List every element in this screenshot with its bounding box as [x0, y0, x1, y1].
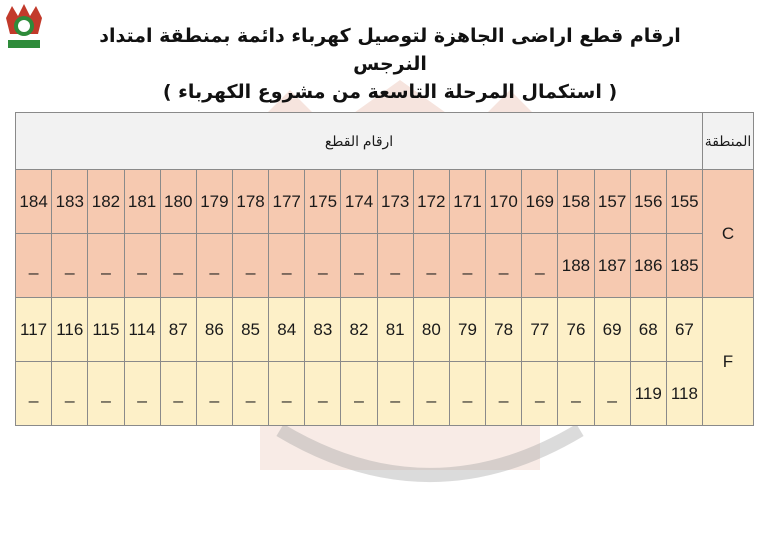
plot-cell: 87 [160, 298, 196, 362]
plot-cell: _ [52, 362, 88, 426]
plots-table [15, 112, 754, 426]
plot-cell: 174 [341, 170, 377, 234]
plot-cell: _ [160, 234, 196, 298]
page-title [60, 22, 720, 106]
table-row [16, 170, 754, 234]
table-row [16, 298, 754, 362]
title-line-1: ارقام قطع اراضى الجاهزة لتوصيل كهرباء دائمة بمنطقة امتداد النرجس [99, 25, 681, 75]
plot-cell: 187 [594, 234, 630, 298]
title-line-2: ( استكمال المرحلة التاسعة من مشروع الكهرباء ) [162, 81, 618, 103]
plot-cell: _ [413, 234, 449, 298]
plot-cell: 156 [630, 170, 666, 234]
zone-f-label: F [703, 298, 754, 426]
plot-cell: 85 [232, 298, 268, 362]
table-header-row [16, 113, 754, 170]
plot-cell: _ [124, 234, 160, 298]
plot-cell: 117 [16, 298, 52, 362]
authority-logo [4, 4, 44, 52]
plot-cell: _ [16, 362, 52, 426]
plot-cell: _ [558, 362, 594, 426]
plot-cell: 67 [666, 298, 702, 362]
plot-cell: _ [522, 362, 558, 426]
plot-cell: 116 [52, 298, 88, 362]
plots-header: ارقام القطع [16, 113, 703, 170]
plot-cell: _ [449, 234, 485, 298]
plot-cell: _ [413, 362, 449, 426]
plot-cell: 83 [305, 298, 341, 362]
plot-cell: 170 [486, 170, 522, 234]
plot-cell: 178 [232, 170, 268, 234]
plot-cell: _ [232, 362, 268, 426]
plot-cell: 180 [160, 170, 196, 234]
plot-cell: _ [160, 362, 196, 426]
plot-cell: _ [341, 234, 377, 298]
plot-cell: 186 [630, 234, 666, 298]
zone-c-label: C [703, 170, 754, 298]
plot-cell: 185 [666, 234, 702, 298]
plot-cell: 68 [630, 298, 666, 362]
plot-cell: _ [305, 234, 341, 298]
plot-cell: 188 [558, 234, 594, 298]
plot-cell: _ [124, 362, 160, 426]
plot-cell: 181 [124, 170, 160, 234]
plot-cell: _ [196, 234, 232, 298]
plot-cell: 69 [594, 298, 630, 362]
plot-cell: 86 [196, 298, 232, 362]
plot-cell: 179 [196, 170, 232, 234]
plot-cell: 84 [269, 298, 305, 362]
plot-cell: 77 [522, 298, 558, 362]
plot-cell: 82 [341, 298, 377, 362]
plot-cell: 184 [16, 170, 52, 234]
plot-cell: _ [305, 362, 341, 426]
plot-cell: _ [196, 362, 232, 426]
plot-cell: _ [52, 234, 88, 298]
zone-header: المنطقة [703, 113, 754, 170]
plot-cell: 177 [269, 170, 305, 234]
plot-cell: _ [232, 234, 268, 298]
plot-cell: _ [486, 234, 522, 298]
plot-cell: _ [269, 362, 305, 426]
plot-cell: 81 [377, 298, 413, 362]
plot-cell: _ [88, 362, 124, 426]
plot-cell: 172 [413, 170, 449, 234]
plot-cell: 175 [305, 170, 341, 234]
plot-cell: 158 [558, 170, 594, 234]
plot-cell: 119 [630, 362, 666, 426]
plot-cell: _ [16, 234, 52, 298]
plot-cell: _ [594, 362, 630, 426]
plot-cell: 182 [88, 170, 124, 234]
table-row [16, 362, 754, 426]
plot-cell: _ [486, 362, 522, 426]
plot-cell: _ [522, 234, 558, 298]
plot-cell: 76 [558, 298, 594, 362]
plot-cell: _ [377, 234, 413, 298]
plot-cell: _ [269, 234, 305, 298]
plot-cell: 183 [52, 170, 88, 234]
plot-cell: _ [341, 362, 377, 426]
plot-cell: 114 [124, 298, 160, 362]
plot-cell: 157 [594, 170, 630, 234]
plot-cell: 173 [377, 170, 413, 234]
plot-cell: _ [449, 362, 485, 426]
plot-cell: 115 [88, 298, 124, 362]
plot-cell: _ [377, 362, 413, 426]
plot-cell: 118 [666, 362, 702, 426]
plot-cell: 155 [666, 170, 702, 234]
plot-cell: 80 [413, 298, 449, 362]
plot-cell: 171 [449, 170, 485, 234]
table-row [16, 234, 754, 298]
plot-cell: 79 [449, 298, 485, 362]
plot-cell: 169 [522, 170, 558, 234]
plot-cell: _ [88, 234, 124, 298]
plot-cell: 78 [486, 298, 522, 362]
